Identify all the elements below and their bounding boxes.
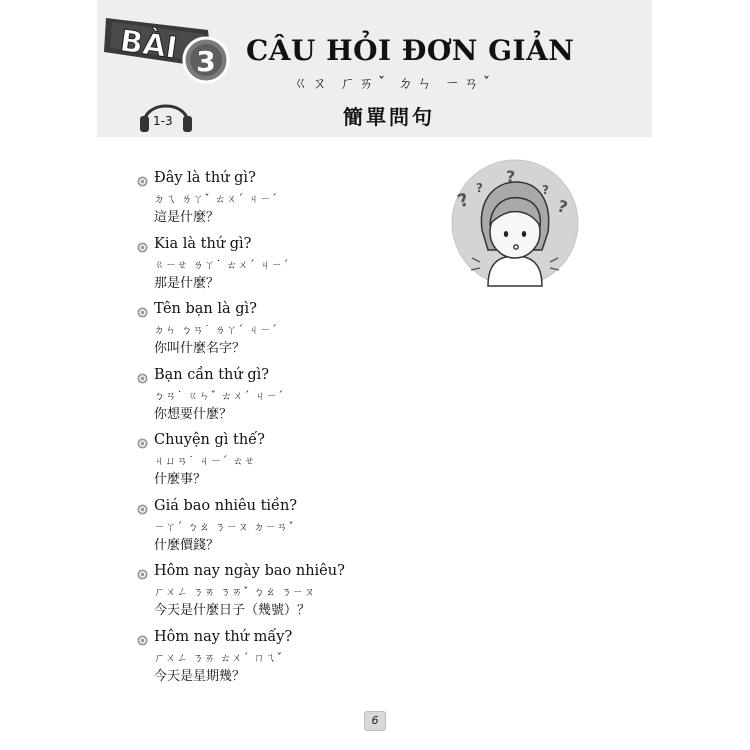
phrase-vietnamese: Giá bao nhiêu tiền? <box>154 497 298 514</box>
phrase-item <box>137 559 467 625</box>
phrase-bopomofo: ㄅㄢ˙ ㄍㄣˇ ㄊㄨˊ ㄐㄧˊ <box>154 389 285 402</box>
lesson-title-bopomofo: ㄍㄡ ㄏㄞˇ ㄉㄣ ㄧㄢˇ <box>293 74 495 92</box>
play-bullet-icon[interactable] <box>137 569 148 580</box>
lesson-title: CÂU HỎI ĐƠN GIẢN <box>246 34 575 67</box>
svg-text:?: ? <box>506 167 516 186</box>
phrase-vietnamese: Tên bạn là gì? <box>154 301 257 317</box>
phrase-item <box>137 297 467 363</box>
svg-text:?: ? <box>476 181 483 195</box>
phrase-vietnamese: Kia là thứ gì? <box>154 235 252 252</box>
phrase-vietnamese: Chuyện gì thế? <box>154 432 265 448</box>
play-bullet-icon[interactable] <box>137 307 148 318</box>
phrase-chinese: 什麼價錢？ <box>154 537 220 553</box>
svg-text:?: ? <box>555 196 570 218</box>
phrase-bopomofo: ㄉㄣ ㄅㄢ˙ ㄌㄚˊ ㄐㄧˊ <box>154 324 278 336</box>
play-bullet-icon[interactable] <box>137 176 148 187</box>
phrase-vietnamese: Hôm nay ngày bao nhiêu? <box>154 563 345 579</box>
page-number: 6 <box>364 711 386 731</box>
lesson-number: 3 <box>196 45 216 78</box>
phrase-vietnamese: Bạn cần thứ gì? <box>154 366 270 383</box>
play-bullet-icon[interactable] <box>137 438 148 449</box>
phrase-item <box>137 494 467 560</box>
phrase-bopomofo: ㄏㄨㄥ ㄋㄞ ㄊㄨˊ ㄇㄟˇ <box>154 651 284 664</box>
phrase-bopomofo: ㄐㄩㄢ˙ ㄐㄧˊ ㄊㄝ <box>154 455 256 467</box>
lesson-banner <box>100 0 250 100</box>
confused-child-illustration <box>450 158 580 288</box>
phrase-item <box>137 166 467 232</box>
lesson-word: BÀI <box>117 23 180 67</box>
phrase-bopomofo: ㄧㄚˊ ㄅㄠ ㄋㄧㄡ ㄉㄧㄢˇ <box>154 520 295 533</box>
phrase-item <box>137 625 467 691</box>
phrase-chinese: 這是什麼？ <box>154 210 220 225</box>
phrase-chinese: 今天是什麼日子（幾號）？ <box>154 603 311 618</box>
play-bullet-icon[interactable] <box>137 242 148 253</box>
play-bullet-icon[interactable] <box>137 373 148 384</box>
phrase-bopomofo: ㄉㄟ ㄌㄚˇ ㄊㄨˊ ㄐㄧˊ <box>154 193 278 205</box>
phrase-item <box>137 232 467 298</box>
phrase-vietnamese: Đây là thứ gì? <box>154 170 256 186</box>
phrase-chinese: 今天是星期幾？ <box>154 668 246 684</box>
audio-track-number: 1-3 <box>153 114 173 128</box>
svg-text:?: ? <box>454 189 472 213</box>
phrase-list <box>137 166 467 690</box>
phrase-bopomofo: ㄏㄨㄥ ㄋㄞ ㄋㄞˇ ㄅㄠ ㄋㄧㄡ <box>154 586 316 598</box>
phrase-item <box>137 363 467 429</box>
phrase-chinese: 你叫什麼名字？ <box>154 341 246 356</box>
play-bullet-icon[interactable] <box>137 635 148 646</box>
svg-text:?: ? <box>542 183 549 197</box>
lesson-title-chinese: 簡單問句 <box>343 105 435 129</box>
play-bullet-icon[interactable] <box>137 504 148 515</box>
phrase-item <box>137 428 467 494</box>
phrase-chinese: 什麼事？ <box>154 472 207 487</box>
phrase-chinese: 你想要什麼？ <box>154 406 233 422</box>
phrase-chinese: 那是什麼？ <box>154 275 220 291</box>
phrase-bopomofo: ㄍㄧㄝ ㄌㄚ˙ ㄊㄨˊ ㄐㄧˊ <box>154 258 290 271</box>
phrase-vietnamese: Hôm nay thứ mấy? <box>154 628 293 645</box>
